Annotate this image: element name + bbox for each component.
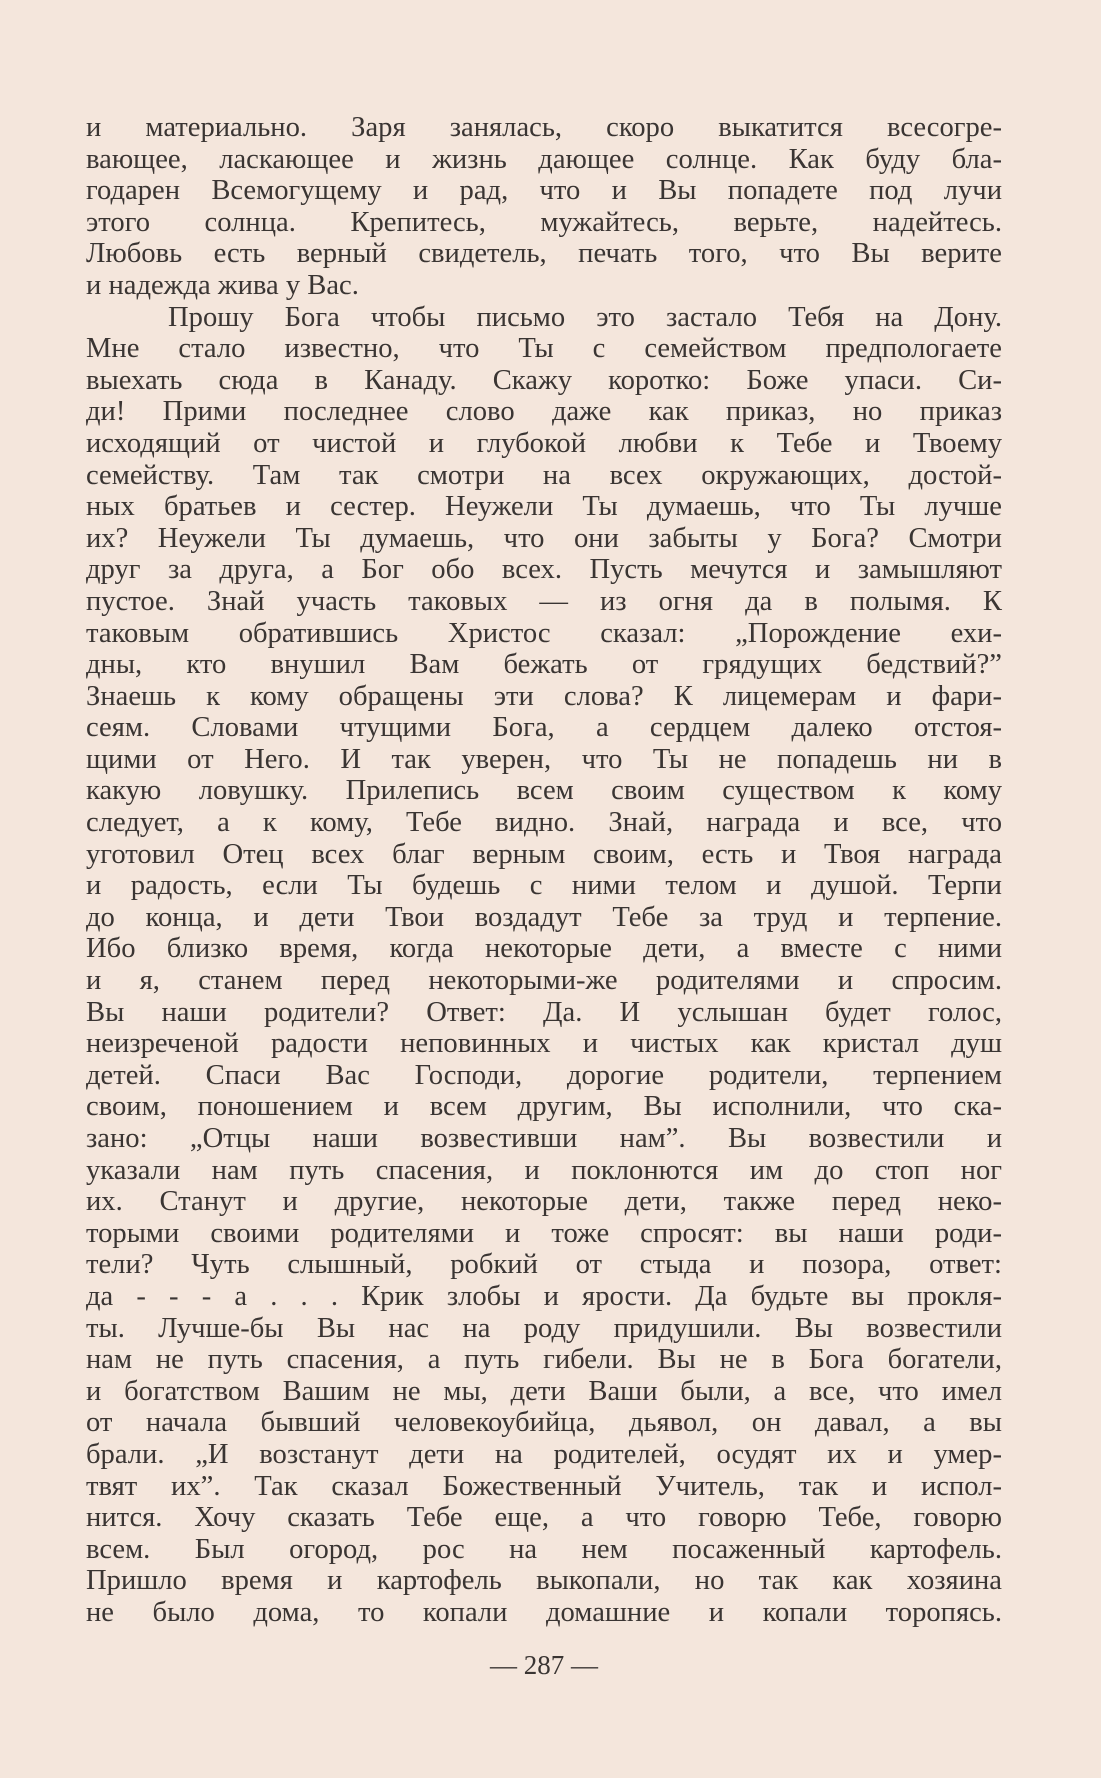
text-line: да - - - а . . . Крик злобы и ярости. Да будьте вы прокля-	[86, 1280, 1002, 1312]
text-line: ди! Прими последнее слово даже как приказ, но приказ	[86, 396, 1002, 428]
text-line: и надежда жива у Вас.	[86, 269, 359, 301]
text-line: торыми своими родителями и тоже спросят: вы наши роди-	[86, 1217, 1002, 1249]
text-line: Вы наши родители? Ответ: Да. И услышан будет голос,	[86, 996, 1002, 1028]
text-line: брали. „И возстанут дети на родителей, осудят их и умер-	[86, 1438, 1002, 1470]
text-line: Ибо близко время, когда некоторые дети, а вместе с ними	[86, 933, 1002, 965]
text-line: и я, станем перед некоторыми-же родителями и спросим.	[86, 965, 1002, 997]
text-line: выехать сюда в Канаду. Скажу коротко: Боже упаси. Си-	[86, 364, 1002, 396]
text-line: и богатством Вашим не мы, дети Ваши были, а все, что имел	[86, 1375, 1002, 1407]
text-line: ты. Лучше-бы Вы нас на роду придушили. Вы возвестили	[86, 1312, 1002, 1344]
text-line: не было дома, то копали домашние и копали торопясь.	[86, 1596, 1002, 1628]
text-line: Мне стало известно, что Ты с семейством предпологаете	[86, 333, 1002, 365]
text-line: пустое. Знай участь таковых — из огня да в полымя. К	[86, 585, 1002, 617]
text-line: нам не путь спасения, а путь гибели. Вы не в Бога богатели,	[86, 1344, 1002, 1376]
text-line: дны, кто внушил Вам бежать от грядущих бедствий?”	[86, 649, 1002, 681]
text-line: щими от Него. И так уверен, что Ты не попадешь ни в	[86, 743, 1002, 775]
text-line: Знаешь к кому обращены эти слова? К лицемерам и фари-	[86, 680, 1002, 712]
text-line: семейству. Там так смотри на всех окружающих, достой-	[86, 459, 1002, 491]
text-line: Любовь есть верный свидетель, печать того, что Вы верите	[86, 238, 1002, 270]
text-line: таковым обратившись Христос сказал: „Порождение ехи-	[86, 617, 1002, 649]
text-line: тели? Чуть слышный, робкий от стыда и позора, ответ:	[86, 1249, 1002, 1281]
text-line: следует, а к кому, Тебе видно. Знай, награда и все, что	[86, 807, 1002, 839]
body-text	[86, 112, 1002, 1629]
text-line: ных братьев и сестер. Неужели Ты думаешь, что Ты лучше	[86, 491, 1002, 523]
text-line: их? Неужели Ты думаешь, что они забыты у Бога? Смотри	[86, 522, 1002, 554]
text-line: указали нам путь спасения, и поклонются им до стоп ног	[86, 1154, 1002, 1186]
text-line: какую ловушку. Прилепись всем своим существом к кому	[86, 775, 1002, 807]
text-line: своим, поношением и всем другим, Вы исполнили, что ска-	[86, 1091, 1002, 1123]
text-line: годарен Всемогущему и рад, что и Вы попадете под лучи	[86, 175, 1002, 207]
text-line: исходящий от чистой и глубокой любви к Тебе и Твоему	[86, 427, 1002, 459]
text-line: и материально. Заря занялась, скоро выкатится всесогре-	[86, 112, 1002, 143]
text-line: зано: „Отцы наши возвестивши нам”. Вы возвестили и	[86, 1123, 1002, 1154]
text-line: вающее, ласкающее и жизнь дающее солнце. Как буду бла-	[86, 143, 1002, 175]
book-page	[86, 112, 1002, 1712]
text-line: детей. Спаси Вас Господи, дорогие родители, терпением	[86, 1059, 1002, 1091]
text-line: и радость, если Ты будешь с ними телом и душой. Терпи	[86, 870, 1002, 902]
text-line: неизреченой радости неповинных и чистых как кристал душ	[86, 1028, 1002, 1060]
text-line: друг за друга, а Бог обо всех. Пусть мечутся и замышляют	[86, 554, 1002, 586]
text-line: Прошу Бога чтобы письмо это застало Тебя на Дону.	[168, 301, 1002, 333]
text-line: Пришло время и картофель выкопали, но так как хозяина	[86, 1565, 1002, 1597]
text-line: до конца, и дети Твои воздадут Тебе за труд и терпение.	[86, 901, 1002, 933]
text-line: этого солнца. Крепитесь, мужайтесь, верьте, надейтесь.	[86, 206, 1002, 238]
text-line: от начала бывший человекоубийца, дьявол, он давал, а вы	[86, 1407, 1002, 1439]
text-line: их. Станут и другие, некоторые дети, также перед неко-	[86, 1186, 1002, 1218]
text-line: всем. Был огород, рос на нем посаженный картофель.	[86, 1533, 1002, 1565]
text-line: сеям. Словами чтущими Бога, а сердцем далеко отстоя-	[86, 712, 1002, 744]
text-line: нится. Хочу сказать Тебе еще, а что говорю Тебе, говорю	[86, 1502, 1002, 1534]
page-number: — 287 —	[490, 1650, 598, 1680]
text-line: твят их”. Так сказал Божественный Учитель, так и испол-	[86, 1470, 1002, 1502]
text-line: уготовил Отец всех благ верным своим, есть и Твоя награда	[86, 838, 1002, 870]
